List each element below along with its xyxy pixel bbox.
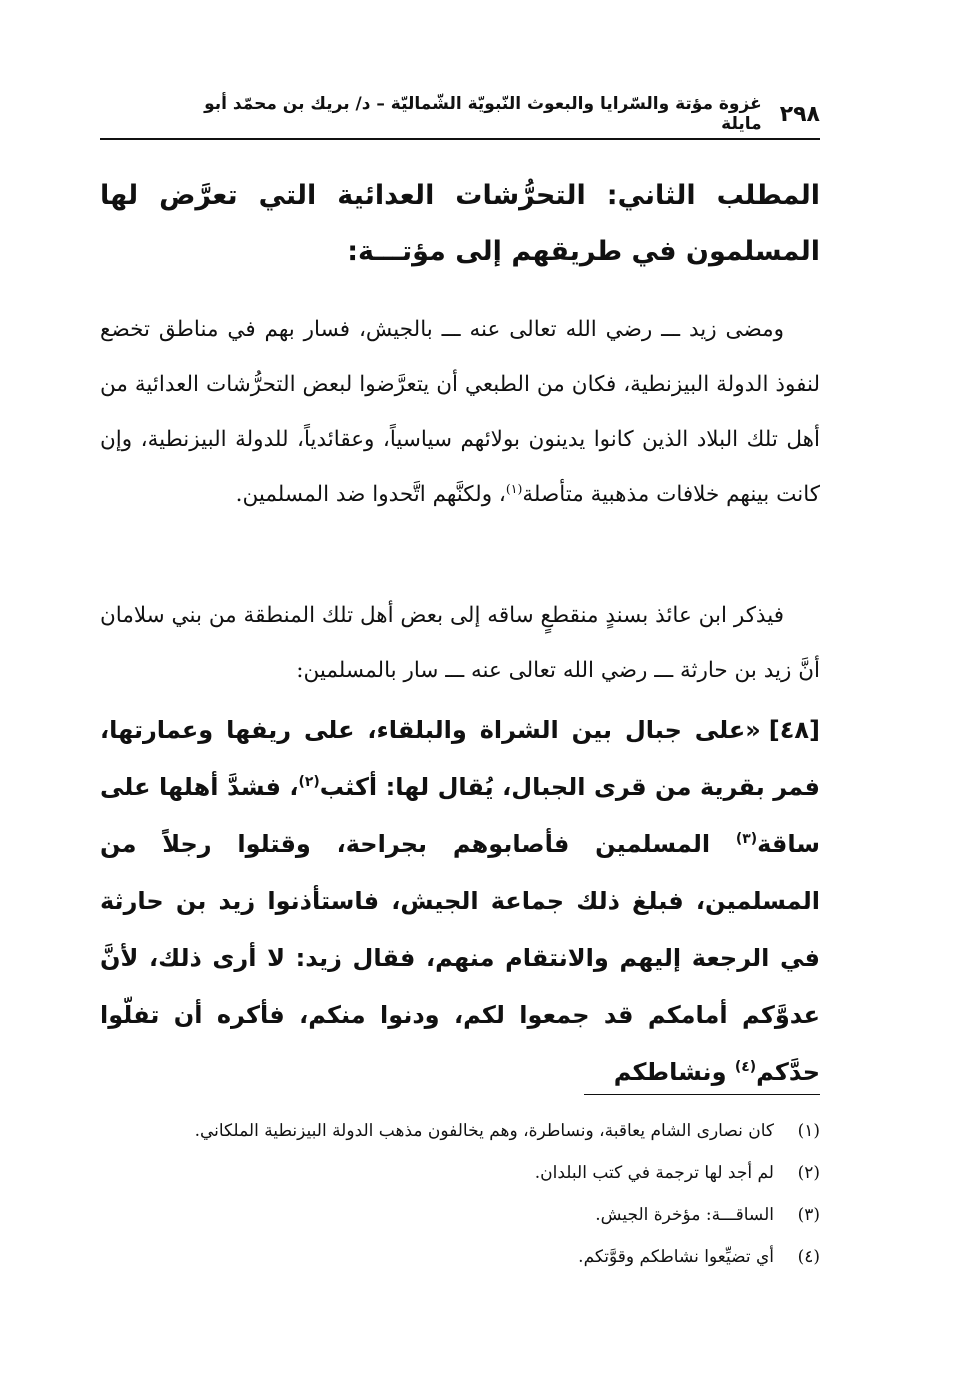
footnote-number: (٤) [797,1247,820,1267]
page-number: ٢٩٨ [779,101,820,127]
footnote-number: (٣) [797,1205,820,1225]
footnote-ref-4: (٤) [734,1059,757,1075]
section-title: المطلب الثاني: التحرُّشات العدائية التي تعرَّض لها المسلمون في طريقهم إلى مؤتـــة: [100,180,820,267]
footnotes [100,1110,820,1278]
footnote-1 [100,1110,820,1152]
running-header [168,96,820,132]
quote-segment-4: ونشاطكم [613,1058,735,1086]
footnote-number: (٢) [797,1163,820,1183]
quote-segment-1: «على جبال بين الشراة والبلقاء، على ريفها وعمارتها، فمر بقرية من قرى الجبال، يُقال لها: أكثب [100,716,820,801]
paragraph-1-text: ومضى زيد ـــ رضي الله تعالى عنه ـــ بالجيش، فسار بهم في مناطق تخضع لنفوذ الدولة البيزنطية، فكان من الطبعي أن يتعرَّضوا لبعض التحرُّشات العدائية من أهل تلك البلاد الذين كانوا يدينون بولائهم سياسياً، وعقائدياً، للدولة البيزنطية، وإن كانت بينهم خلافات مذهبية متأصلة [100,317,820,507]
footnote-text: كان نصارى الشام يعاقبة، ونساطرة، وهم يخالفون مذهب الدولة البيزنطية الملكاني. [194,1121,774,1141]
footnote-text: لم أجد لها ترجمة في كتب البلدان. [534,1163,774,1183]
header-rule [100,138,820,140]
paragraph-2: فيذكر ابن عائذ بسندٍ منقطعٍ ساقه إلى بعض أهل تلك المنطقة من بني سلامان أنَّ زيد بن حارثة ـــ رضي الله تعالى عنه ـــ سار بالمسلمين: [100,603,820,683]
footnote-number: (١) [797,1121,820,1141]
paragraph-1 [100,302,820,522]
footnote-ref-3: (٣) [735,831,758,847]
narration-number: [٤٨] [768,716,820,744]
paragraph-1-tail: ، ولكنَّهم اتَّحدوا ضد المسلمين. [235,482,506,507]
footnote-text: الساقـــة: مؤخرة الجيش. [595,1205,774,1225]
footnote-separator [584,1094,820,1095]
footnote-ref-1: (١) [505,480,523,496]
quote-segment-2: ، فشدَّ أهلها على ساقة [100,773,820,858]
running-title: غزوة مؤتة والسّرايا والبعوث النّبويّة الشّماليّة – د/ بريك بن محمّد أبو مايلة [204,94,762,134]
footnote-3 [100,1194,820,1236]
quote-segment-3: المسلمين فأصابوهم بجراحة، وقتلوا رجلاً من المسلمين، فبلغ ذلك جماعة الجيش، فاستأذنوا زيد بن حارثة في الرجعة إليهم والانتقام منهم، فقال زيد: لا أرى ذلك، لأنَّ عدوَّكم أمامكم قد جمعوا لكم، ودنوا منكم، فأكره أن تفلّوا حدَّكم [100,830,820,1086]
footnote-ref-2: (٢) [298,774,320,790]
footnote-text: أي تضيِّعوا نشاطكم وقوَّتكم. [578,1247,774,1267]
quoted-narration [100,702,820,1101]
footnote-2 [100,1152,820,1194]
footnote-4 [100,1236,820,1278]
